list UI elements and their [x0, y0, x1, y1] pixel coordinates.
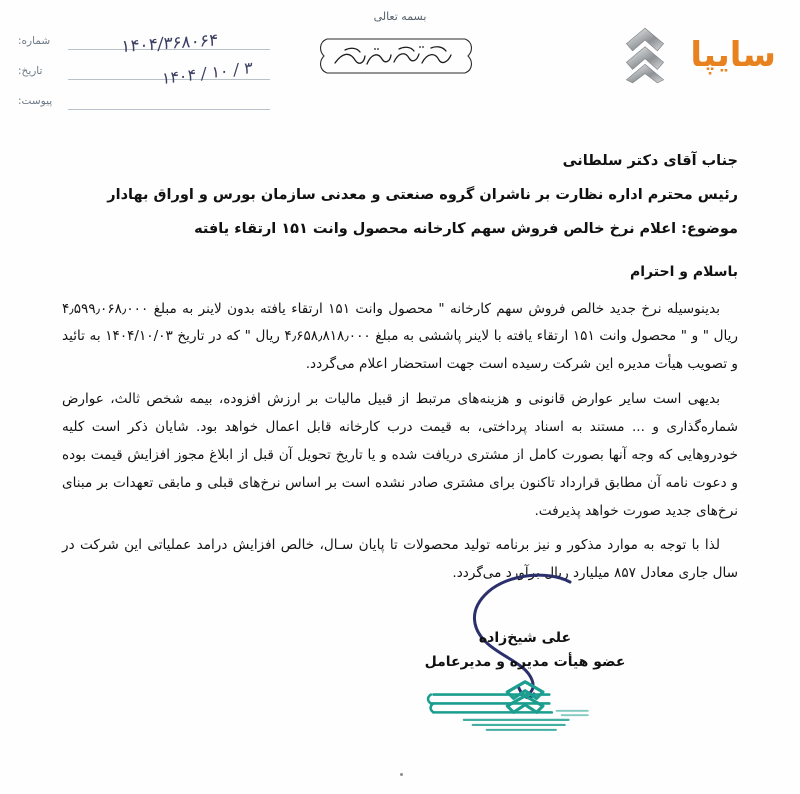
basmala-text: بسمه تعالی: [373, 10, 427, 23]
field-number-line: [68, 23, 270, 58]
field-attachment-label: پیوست:: [18, 95, 53, 107]
body-paragraph-2: بدیهی است سایر عوارض قانونی و هزینه‌های مرتبط از قبیل مالیات بر ارزش افزوده، بیمه شخص ثالث، عوارض شماره‌گذاری و ... مستند به اسناد پرداختی، به قیمت درب کارخانه قابل اعمال خواهد بود. شایان ذکر است کلیه خودروهایی که وجه آنها بصورت کامل از مشتری دریافت شده و یا تاریخ تحویل آن قبل از ابلاغ مجوز افزایش قیمت بوده و دعوت نامه آن مطابق قرارداد تاکنون برای مشتری صادر نشده است بر اساس نرخ‌های قبلی و مابقی تعهدات بر مبنای نرخ‌های جدید صورت خواهد پذیرفت.: [62, 391, 738, 519]
signatory-role: عضو هیأت مدیره و مدیرعامل: [424, 654, 626, 670]
field-date-row: [18, 50, 270, 89]
field-date-label: تاریخ:: [18, 65, 43, 77]
company-stamp-icon: [420, 678, 620, 748]
letter-subject: موضوع: اعلام نرخ خالص فروش سهم کارخانه محصول وانت ۱۵۱ ارتقاء یافته: [194, 221, 738, 238]
letterhead: [0, 0, 800, 118]
page-marker-dot: [400, 773, 403, 776]
field-number-row: [18, 20, 270, 58]
letter-greeting: باسلام و احترام: [630, 263, 738, 280]
body-paragraph-1: بدینوسیله نرخ جدید خالص فروش سهم کارخانه " محصول وانت ۱۵۱ ارتقاء یافته بدون لاینر به مبلغ ۴٫۵۹۹٫۰۶۸٫۰۰۰ ریال " و " محصول وانت ۱۵۱ ارتقاء یافته با لاینر پاششی به مبلغ ۴٫۶۵۸٫۸۱۸٫۰۰۰ ریال " که در تاریخ ۱۴۰۴/۱۰/۰۳ به تائید و تصویب هیأت مدیره این شرکت رسیده است جهت استحضار اعلام می‌گردد.: [62, 300, 738, 373]
field-date-line: [68, 53, 270, 89]
brand-wordmark: سایپا: [690, 35, 776, 75]
letterhead-fields: [18, 20, 270, 110]
signature-block: [320, 600, 650, 790]
saipa-chevron-logo-icon: [614, 26, 676, 84]
recipient-name: جناب آقای دکتر سلطانی: [562, 153, 738, 169]
field-number-value: ۱۴۰۴/۳۶۸۰۶۴: [120, 30, 219, 58]
field-date-value: ۳ / ۱۰ / ۱۴۰۴: [161, 57, 253, 89]
recipient-title: رئیس محترم اداره نظارت بر ناشران گروه صنعتی و معدنی سازمان بورس و اوراق بهادار: [107, 187, 738, 204]
letter-body: [62, 150, 738, 595]
field-attachment-line: [68, 83, 270, 110]
field-number-label: شماره:: [18, 35, 51, 47]
field-attachment-value: [72, 107, 266, 121]
brand-lockup: [614, 26, 776, 84]
signatory-name: علی شیخ‌زاده: [478, 630, 572, 646]
body-paragraph-3: لذا با توجه به موارد مذکور و نیز برنامه تولید محصولات تا پایان سـال، خالص افزایش درامد عملیاتی این شرکت در سال جاری معادل ۸۵۷ میلیارد ریال برآورد می‌گردد.: [62, 537, 738, 582]
slogan-emblem-icon: [315, 32, 485, 80]
field-attachment-row: [18, 80, 270, 110]
